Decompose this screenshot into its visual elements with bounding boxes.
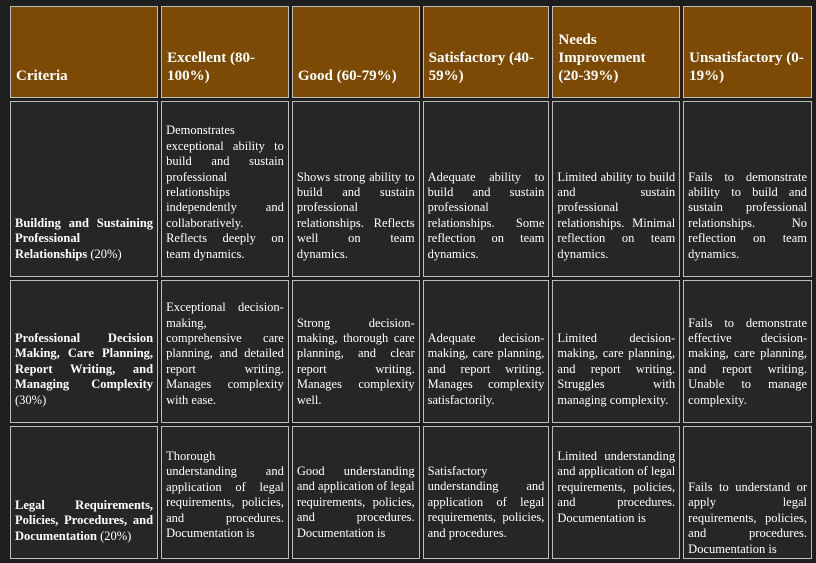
rubric-cell-needs-improvement: Limited ability to build and sustain professional relationships. Minimal reflection on team dynamics. — [552, 101, 680, 277]
criterion-weight: (20%) — [100, 528, 132, 543]
header-good: Good (60-79%) — [292, 6, 420, 98]
rubric-cell-good[interactable] — [292, 280, 420, 423]
rubric-cell-good — [292, 426, 420, 559]
table-row — [10, 426, 812, 559]
header-unsatisfactory: Unsatisfactory (0-19%) — [683, 6, 812, 98]
cell-text: Satisfactory understanding and application of legal requirements, policies, and procedures. — [427, 464, 545, 540]
rubric-cell-satisfactory: Adequate decision-making, care planning, and report writing. Manages complexity satisfactorily. — [423, 280, 550, 423]
rubric-cell-excellent: Demonstrates exceptional ability to build and sustain professional relationships independently and collaboratively. Reflects deeply on team dynamics. — [161, 101, 289, 277]
rubric-cell-good: Shows strong ability to build and sustain professional relationships. Reflects well on team dynamics. — [292, 101, 420, 277]
cell-text: Fails to understand or apply legal requirements, policies, and procedures. Documentation is — [688, 480, 807, 556]
header-row — [10, 6, 812, 98]
rubric-cell-excellent: Exceptional decision-making, comprehensive care planning, and detailed report writing. Manages complexity with ease. — [161, 280, 289, 423]
rubric-table — [7, 3, 815, 562]
rubric-cell-unsatisfactory — [683, 426, 812, 559]
cell-text: Strong decision-making, thorough care planning, and clear report writing. Manages complexity well. — [296, 315, 415, 407]
rubric-cell-unsatisfactory: Fails to demonstrate effective decision-making, care planning, and report writing. Unable to manage complexity. — [683, 280, 812, 423]
rubric-cell-needs-improvement — [552, 426, 680, 559]
header-needs-improvement: Needs Improvement (20-39%) — [552, 6, 680, 98]
criterion-cell — [10, 101, 158, 277]
rubric-cell-satisfactory: Adequate ability to build and sustain professional relationships. Some reflection on team dynamics. — [423, 101, 550, 277]
cell-text: Thorough understanding and application of legal requirements, policies, and procedures. Documentation is — [166, 449, 284, 541]
criterion-weight: (30%) — [15, 392, 47, 407]
rubric-cell-needs-improvement: Limited decision-making, care planning, and report writing. Struggles with managing complexity. — [552, 280, 680, 423]
criterion-cell — [10, 280, 158, 423]
header-excellent: Excellent (80-100%) — [161, 6, 289, 98]
table-row — [10, 280, 812, 423]
rubric-cell-excellent — [161, 426, 289, 559]
criterion-name: Professional Decision Making, Care Planning, Report Writing, and Managing Complexity — [15, 330, 154, 392]
cell-text: Good understanding and application of legal requirements, policies, and procedures. Documentation is — [296, 464, 415, 540]
header-criteria: Criteria — [10, 6, 158, 98]
criterion-name: Building and Sustaining Professional Relationships — [15, 215, 154, 261]
criterion-name: Legal Requirements, Policies, Procedures, and Documentation — [15, 497, 154, 543]
cell-text: Limited understanding and application of legal requirements, policies, and procedures. Documentation is — [557, 449, 676, 525]
criterion-weight: (20%) — [90, 246, 122, 261]
header-satisfactory: Satisfactory (40-59%) — [423, 6, 550, 98]
table-row — [10, 101, 812, 277]
rubric-cell-satisfactory — [423, 426, 550, 559]
rubric-cell-unsatisfactory: Fails to demonstrate ability to build and sustain professional relationships. No reflection on team dynamics. — [683, 101, 812, 277]
criterion-cell — [10, 426, 158, 559]
